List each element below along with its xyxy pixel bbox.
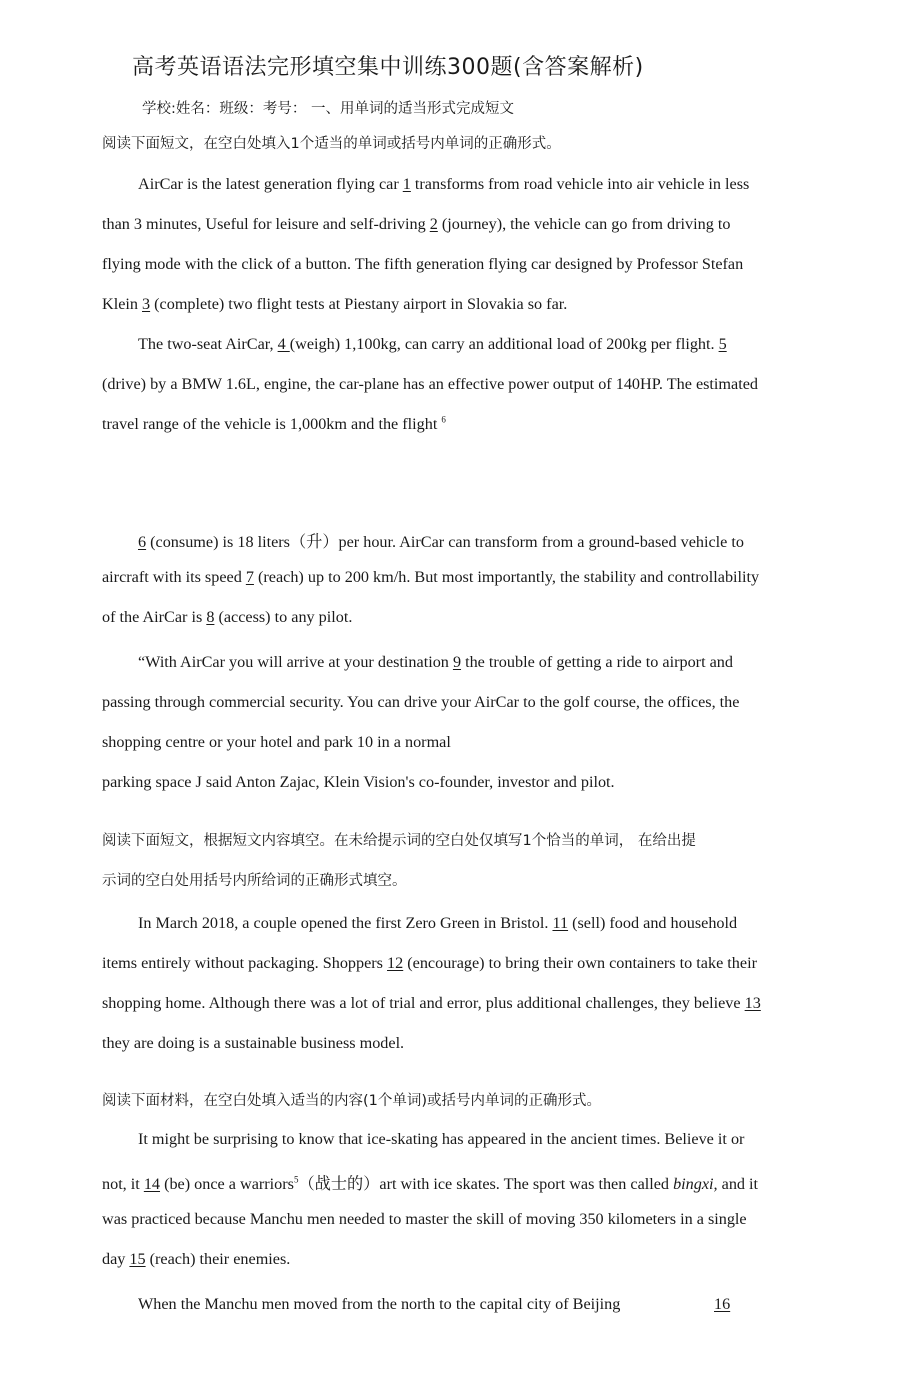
- section1-instruction: 阅读下面短文，在空白处填入1个适当的单词或括号内单词的正确形式。: [102, 136, 561, 152]
- blank-5[interactable]: 5: [718, 335, 727, 353]
- passage3-line: [714, 1295, 730, 1314]
- passage1-line: “With AirCar you will arrive at your destination 9 the trouble of getting a ride to airport and: [138, 653, 733, 671]
- blank-4[interactable]: 4: [277, 335, 290, 353]
- blank-1[interactable]: 1: [402, 175, 411, 193]
- passage1-line: travel range of the vehicle is 1,000km and the flight $^6$: [102, 414, 446, 433]
- blank-2[interactable]: 2: [429, 215, 438, 233]
- passage3-line: not, it 14 (be) once a warriors$^5$（战士的）art with ice skates. The sport was then called bingxi, and it: [102, 1174, 759, 1193]
- blank-14[interactable]: 14: [143, 1175, 161, 1193]
- passage1-line: parking space J said Anton Zajac, Klein Vision's co-founder, investor and pilot.: [102, 773, 615, 791]
- passage3-line: When the Manchu men moved from the north to the capital city of Beijing: [138, 1295, 621, 1313]
- blank-16[interactable]: 16: [714, 1295, 731, 1313]
- passage1-line: AirCar is the latest generation flying car 1 transforms from road vehicle into air vehicle in less: [138, 175, 750, 193]
- footnote-mark: 5: [293, 1174, 299, 1185]
- blank-13[interactable]: 13: [744, 994, 761, 1012]
- passage1-line: aircraft with its speed 7 (reach) up to 200 km/h. But most importantly, the stability and controllability: [102, 568, 760, 586]
- blank-15[interactable]: 15: [129, 1250, 146, 1268]
- student-info-line: 学校:姓名：班级：考号： 一、用单词的适当形式完成短文: [142, 101, 514, 117]
- blank-6[interactable]: 6: [138, 533, 147, 551]
- passage2-line: items entirely without packaging. Shoppers 12 (encourage) to bring their own containers to take their: [102, 954, 757, 972]
- section3-instruction: 阅读下面材料，在空白处填入适当的内容(1个单词)或括号内单词的正确形式。: [102, 1093, 602, 1109]
- passage3-line: It might be surprising to know that ice-skating has appeared in the ancient times. Believe it or: [138, 1130, 745, 1148]
- passage1-line: passing through commercial security. You can drive your AirCar to the golf course, the offices, the: [102, 693, 740, 711]
- blank-8[interactable]: 8: [206, 608, 215, 626]
- passage1-line: (drive) by a BMW 1.6L, engine, the car-plane has an effective power output of 140HP. The estimated: [102, 375, 758, 393]
- passage1-line: 6 (consume) is 18 liters（升）per hour. AirCar can transform from a ground-based vehicle to: [138, 533, 744, 551]
- footnote-mark: 6: [441, 414, 446, 425]
- passage1-line: shopping centre or your hotel and park 10 in a normal: [102, 733, 451, 751]
- passage2-line: shopping home. Although there was a lot of trial and error, plus additional challenges, they believe 13: [102, 994, 761, 1012]
- blank-3[interactable]: 3: [142, 295, 151, 313]
- blank-11[interactable]: 11: [552, 914, 569, 932]
- section2-instruction: 阅读下面短文，根据短文内容填空。在未给提示词的空白处仅填写1个恰当的单词， 在给出提: [102, 833, 696, 849]
- passage2-line: In March 2018, a couple opened the first Zero Green in Bristol. 11 (sell) food and household: [138, 914, 738, 932]
- blank-9[interactable]: 9: [452, 653, 462, 671]
- page-title: 高考英语语法完形填空集中训练300题(含答案解析): [132, 55, 644, 80]
- passage3-line: was practiced because Manchu men needed to master the skill of moving 350 kilometers in a single: [102, 1210, 747, 1228]
- section2-instruction: 示词的空白处用括号内所给词的正确形式填空。: [102, 873, 407, 889]
- passage1-line: flying mode with the click of a button. The fifth generation flying car designed by Professor Stefan: [102, 255, 744, 273]
- passage1-line: Klein 3 (complete) two flight tests at Piestany airport in Slovakia so far.: [102, 295, 568, 313]
- passage1-line: of the AirCar is 8 (access) to any pilot.: [102, 608, 353, 626]
- blank-12[interactable]: 12: [387, 954, 404, 972]
- passage1-line: than 3 minutes, Useful for leisure and self-driving 2 (journey), the vehicle can go from driving to: [102, 215, 731, 233]
- passage1-line: The two-seat AirCar, 4 (weigh) 1,100kg, can carry an additional load of 200kg per flight. 5: [138, 335, 727, 353]
- passage2-line: they are doing is a sustainable business model.: [102, 1034, 405, 1052]
- blank-7[interactable]: 7: [245, 568, 254, 586]
- passage3-line: day 15 (reach) their enemies.: [102, 1250, 291, 1268]
